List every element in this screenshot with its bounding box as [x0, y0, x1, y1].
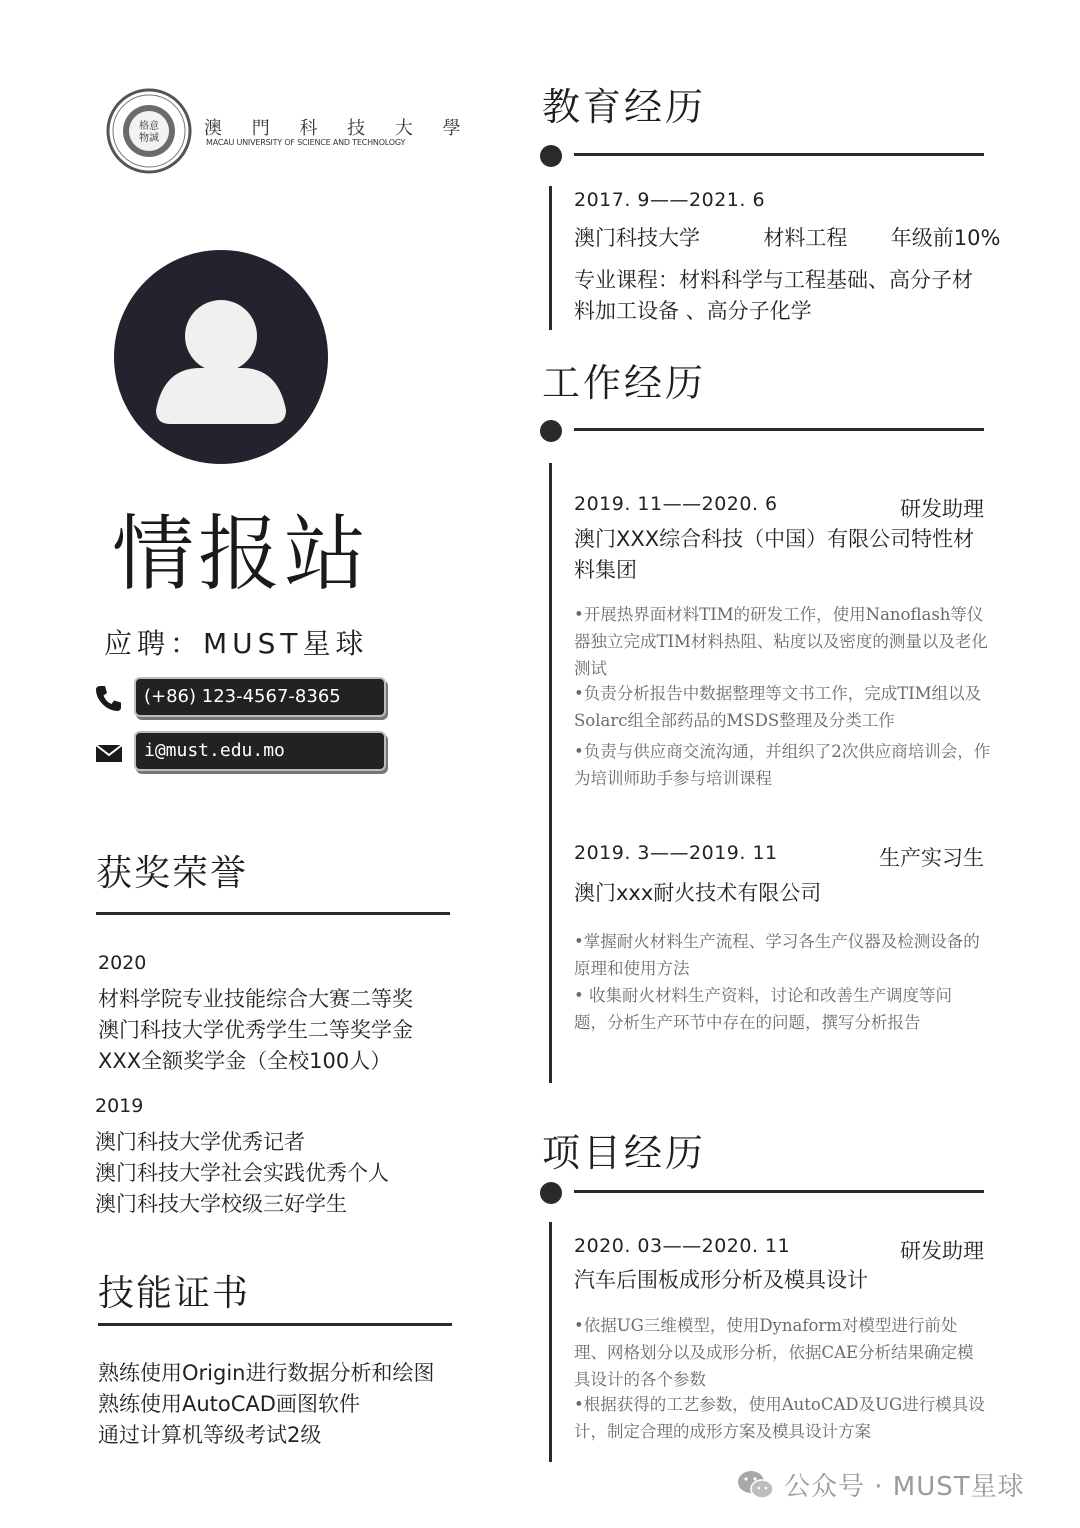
footer-text: 公众号 · MUST星球	[784, 1472, 1025, 1502]
award-year: 2020	[98, 952, 147, 974]
job-bullet: •负责分析报告中数据整理等文书工作，完成TIM组以及Solarc组全部药品的MSDS整理及分类工作	[574, 684, 982, 730]
job-role: 研发助理	[900, 497, 984, 521]
skills-divider	[98, 1323, 452, 1326]
footer-watermark	[736, 1466, 1025, 1503]
job-bullet: •开展热界面材料TIM的研发工作，使用Nanoflash等仪器独立完成TIM材料热阻、粘度以及密度的测量以及老化测试	[574, 605, 988, 678]
skills-title: 技能证书	[98, 1273, 251, 1314]
work-title: 工作经历	[542, 361, 707, 405]
section-dot	[540, 420, 562, 442]
wechat-icon	[736, 1468, 776, 1502]
avatar-placeholder	[114, 250, 328, 464]
projects-divider	[574, 1190, 984, 1193]
job-bullet: •掌握耐火材料生产流程、学习各生产仪器及检测设备的原理和使用方法	[574, 932, 980, 978]
project-name: 汽车后围板成形分析及模具设计	[574, 1268, 868, 1292]
mail-icon	[94, 738, 124, 768]
university-seal-logo	[106, 88, 192, 174]
education-timeline	[549, 186, 552, 330]
job-bullet: •负责与供应商交流沟通，并组织了2次供应商培训会，作为培训师助手参与培训课程	[574, 742, 991, 788]
education-title: 教育经历	[542, 85, 707, 129]
university-name-en: MACAU UNIVERSITY OF SCIENCE AND TECHNOLOGY	[206, 138, 406, 147]
award-year: 2019	[95, 1095, 144, 1117]
education-courses: 专业课程：材料科学与工程基础、高分子材料加工设备 、高分子化学	[574, 268, 973, 323]
email-field: i@must.edu.mo	[136, 733, 384, 769]
education-rank: 年级前10%	[890, 226, 1001, 250]
university-name-cn: 澳 門 科 技 大 學	[204, 118, 473, 139]
candidate-name: 情报站	[112, 507, 371, 602]
job-org: 澳门XXX综合科技（中国）有限公司特性材料集团	[574, 527, 975, 582]
award-item: 澳门科技大学社会实践优秀个人	[95, 1161, 389, 1185]
job-date: 2019. 3——2019. 11	[574, 842, 778, 864]
section-dot	[540, 1182, 562, 1204]
award-item: 澳门科技大学校级三好学生	[95, 1192, 347, 1216]
skill-item: 熟练使用Origin进行数据分析和绘图	[98, 1361, 435, 1385]
award-item: 澳门科技大学优秀学生二等奖学金	[98, 1018, 413, 1042]
job-date: 2019. 11——2020. 6	[574, 493, 778, 515]
project-bullet: •依据UG三维模型，使用Dynaform对模型进行前处理、网格划分以及成形分析，依据CAE分析结果确定模具设计的各个参数	[574, 1316, 974, 1389]
awards-divider	[96, 912, 450, 915]
awards-title: 获奖荣誉	[96, 853, 249, 894]
phone-icon	[94, 683, 124, 713]
education-school: 澳门科技大学	[574, 226, 700, 250]
job-org: 澳门xxx耐火技术有限公司	[574, 881, 822, 905]
project-role: 研发助理	[900, 1239, 984, 1263]
education-divider	[574, 153, 984, 156]
svg-text:物誠: 物誠	[139, 133, 159, 144]
job-bullet: • 收集耐火材料生产资料，讨论和改善生产调度等问题，分析生产环节中存在的问题，撰写分析报告	[574, 986, 952, 1032]
project-date: 2020. 03——2020. 11	[574, 1235, 791, 1257]
work-divider	[574, 428, 984, 431]
work-timeline	[549, 463, 552, 1083]
award-item: 材料学院专业技能综合大赛二等奖	[98, 987, 413, 1011]
projects-title: 项目经历	[542, 1131, 707, 1175]
apply-position: 应聘：MUST星球	[104, 627, 369, 660]
section-dot	[540, 145, 562, 167]
award-item: 澳门科技大学优秀记者	[95, 1130, 305, 1154]
phone-field: (+86) 123-4567-8365	[136, 679, 384, 715]
svg-text:格意: 格意	[139, 121, 159, 132]
education-row	[574, 223, 1001, 254]
skill-item: 熟练使用AutoCAD画图软件	[98, 1392, 360, 1416]
job-role: 生产实习生	[879, 846, 984, 870]
education-date: 2017. 9——2021. 6	[574, 189, 766, 211]
projects-timeline	[549, 1222, 552, 1462]
award-item: XXX全额奖学金（全校100人）	[98, 1049, 392, 1073]
project-bullet: •根据获得的工艺参数，使用AutoCAD及UG进行模具设计，制定合理的成形方案及模具设计方案	[574, 1395, 985, 1441]
education-major: 材料工程	[763, 226, 848, 250]
skill-item: 通过计算机等级考试2级	[98, 1423, 322, 1447]
